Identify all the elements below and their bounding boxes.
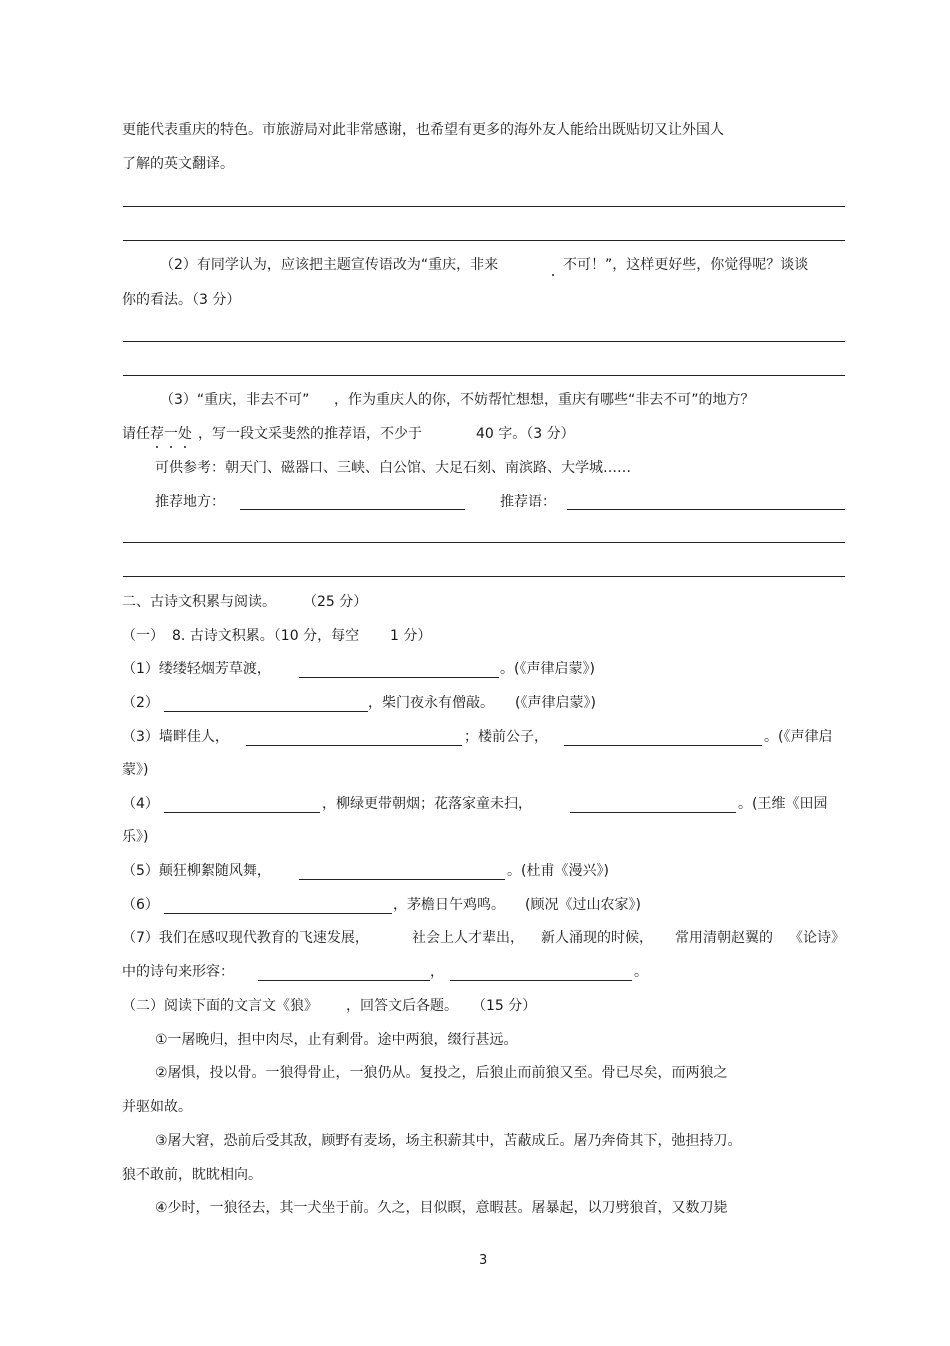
words-input-line[interactable]: [567, 509, 845, 510]
poem-2-prompt: （2）: [122, 695, 159, 711]
poem-4-blank-b[interactable]: [570, 812, 736, 813]
part-1-score: 1 分）: [390, 628, 432, 644]
poem-2-text: ，柴门夜永有僧敲。: [368, 695, 494, 711]
poem-6-prompt: （6）: [122, 897, 159, 913]
poem-7-blank-b[interactable]: [450, 980, 632, 981]
poem-4-text: ，柳绿更带朝烟；花落家童未扫，: [322, 796, 532, 812]
emphasis-dot: [156, 446, 158, 448]
poem-4-blank-a[interactable]: [164, 812, 320, 813]
poem-1-prompt: （1）缕缕轻烟芳草渡，: [122, 661, 271, 677]
answer-line-2a[interactable]: [123, 341, 845, 342]
poem-6-source: (顾况《过山农家》): [525, 897, 641, 913]
q2-line-1a: （2）有同学认为，应该把主题宣传语改为“重庆，非来: [160, 257, 499, 273]
passage-para-3-line-1: ③屠大窘，恐前后受其敌，顾野有麦场，场主积薪其中，苫蔽成丘。屠乃奔倚其下，弛担持刀。: [155, 1133, 742, 1149]
passage-para-2-line-1: ②屠惧，投以骨。一狼得骨止，一狼仍从。复投之，后狼止而前狼又至。骨已尽矣，而两狼之: [155, 1065, 728, 1081]
q3-line-2d: 40 字。（3 分）: [476, 426, 575, 442]
poem-1-source: 。(《声律启蒙》): [500, 661, 595, 677]
poem-7-comma: ，: [430, 964, 444, 980]
reference-list: 可供参考：朝天门、磁器口、三峡、白公馆、大足石刻、南滨路、大学城……: [155, 460, 631, 476]
q3-line-1b: ，作为重庆人的你，不妨帮忙想想，重庆有哪些“非去不可”的地方？: [334, 392, 755, 408]
part-2-title: （二）阅读下面的文言文《狼》: [122, 998, 318, 1014]
q3-line-2c: ，写一段文采斐然的推荐语，不少于: [198, 426, 422, 442]
q3-line-2a: 请任: [122, 426, 150, 442]
poem-4-source-a: 。(王维《田园: [738, 796, 828, 812]
passage-para-2-line-2: 并驱如故。: [122, 1099, 192, 1115]
poem-1-blank[interactable]: [299, 677, 499, 678]
poem-3-text: ；楼前公子，: [464, 729, 548, 745]
answer-line-1b[interactable]: [123, 240, 845, 241]
place-input-line[interactable]: [240, 509, 465, 510]
q3-line-1a: （3）“重庆，非去不可”: [160, 392, 310, 408]
emphasis-dot: [170, 446, 172, 448]
q2-line-2: 你的看法。（3 分）: [122, 292, 241, 308]
poem-4-prompt: （4）: [122, 796, 159, 812]
answer-line-3b[interactable]: [123, 576, 845, 577]
section-2-title: 二、古诗文积累与阅读。: [122, 594, 276, 610]
poem-7-period: 。: [634, 964, 648, 980]
passage-para-1: ①一屠晚归，担中肉尽，止有剩骨。途中两狼，缀行甚远。: [155, 1032, 518, 1048]
part-1-desc: 8. 古诗文积累。（10 分，每空: [172, 628, 360, 644]
poem-5-prompt: （5）颠狂柳絮随风舞，: [122, 863, 271, 879]
poem-4-source-b: 乐》): [122, 829, 149, 845]
poem-3-blank-a[interactable]: [246, 745, 462, 746]
part-2-score: （15 分）: [472, 998, 537, 1014]
poem-7-line-1d: 常用清朝赵翼的: [675, 930, 773, 946]
poem-2-blank[interactable]: [164, 711, 368, 712]
q3-line-2b-emphasized: 荐一处: [150, 426, 192, 442]
answer-line-2b[interactable]: [123, 375, 845, 376]
poem-3-prompt: （3）墙畔佳人，: [122, 729, 229, 745]
poem-3-source-b: 蒙》): [122, 762, 149, 778]
words-label: 推荐语：: [500, 494, 556, 510]
poem-5-blank[interactable]: [299, 879, 505, 880]
poem-3-blank-b[interactable]: [564, 745, 762, 746]
passage-para-4-line-1: ④少时，一狼径去，其一犬坐于前。久之，目似瞑，意暇甚。屠暴起，以刀劈狼首，又数刀毙: [155, 1200, 728, 1216]
poem-3-source-a: 。(《声律启: [764, 729, 833, 745]
part-1-label: （一）: [122, 628, 164, 644]
page-number: 3: [479, 1253, 488, 1268]
passage-para-3-line-2: 狼不敢前，眈眈相向。: [122, 1167, 262, 1183]
poem-2-source: (《声律启蒙》): [515, 695, 596, 711]
q2-line-1b: 不可！”，这样更好些，你觉得呢？谈谈: [563, 257, 809, 273]
poem-7-line-1a: （7）我们在感叹现代教育的飞速发展，: [122, 930, 369, 946]
poem-6-blank[interactable]: [164, 913, 392, 914]
poem-7-line-1b: 社会上人才辈出，: [412, 930, 524, 946]
intro-line-1: 更能代表重庆的特色。市旅游局对此非常感谢，也希望有更多的海外友人能给出既贴切又让外国人: [122, 122, 724, 138]
intro-line-2: 了解的英文翻译。: [122, 156, 234, 172]
answer-line-1a[interactable]: [123, 206, 845, 207]
place-label: 推荐地方：: [155, 494, 225, 510]
answer-line-3a[interactable]: [123, 542, 845, 543]
emphasis-dot: [552, 274, 554, 276]
section-2-score: （25 分）: [303, 594, 368, 610]
poem-7-line-2: 中的诗句来形容：: [122, 964, 234, 980]
poem-5-source: 。(杜甫《漫兴》): [507, 863, 609, 879]
part-2-instruction: ，回答文后各题。: [346, 998, 458, 1014]
poem-7-blank-a[interactable]: [258, 980, 430, 981]
poem-7-line-1e: 《论诗》: [789, 930, 845, 946]
emphasis-dot: [184, 446, 186, 448]
poem-7-line-1c: 新人涌现的时候，: [541, 930, 653, 946]
poem-6-text: ，茅檐日午鸡鸣。: [393, 897, 505, 913]
